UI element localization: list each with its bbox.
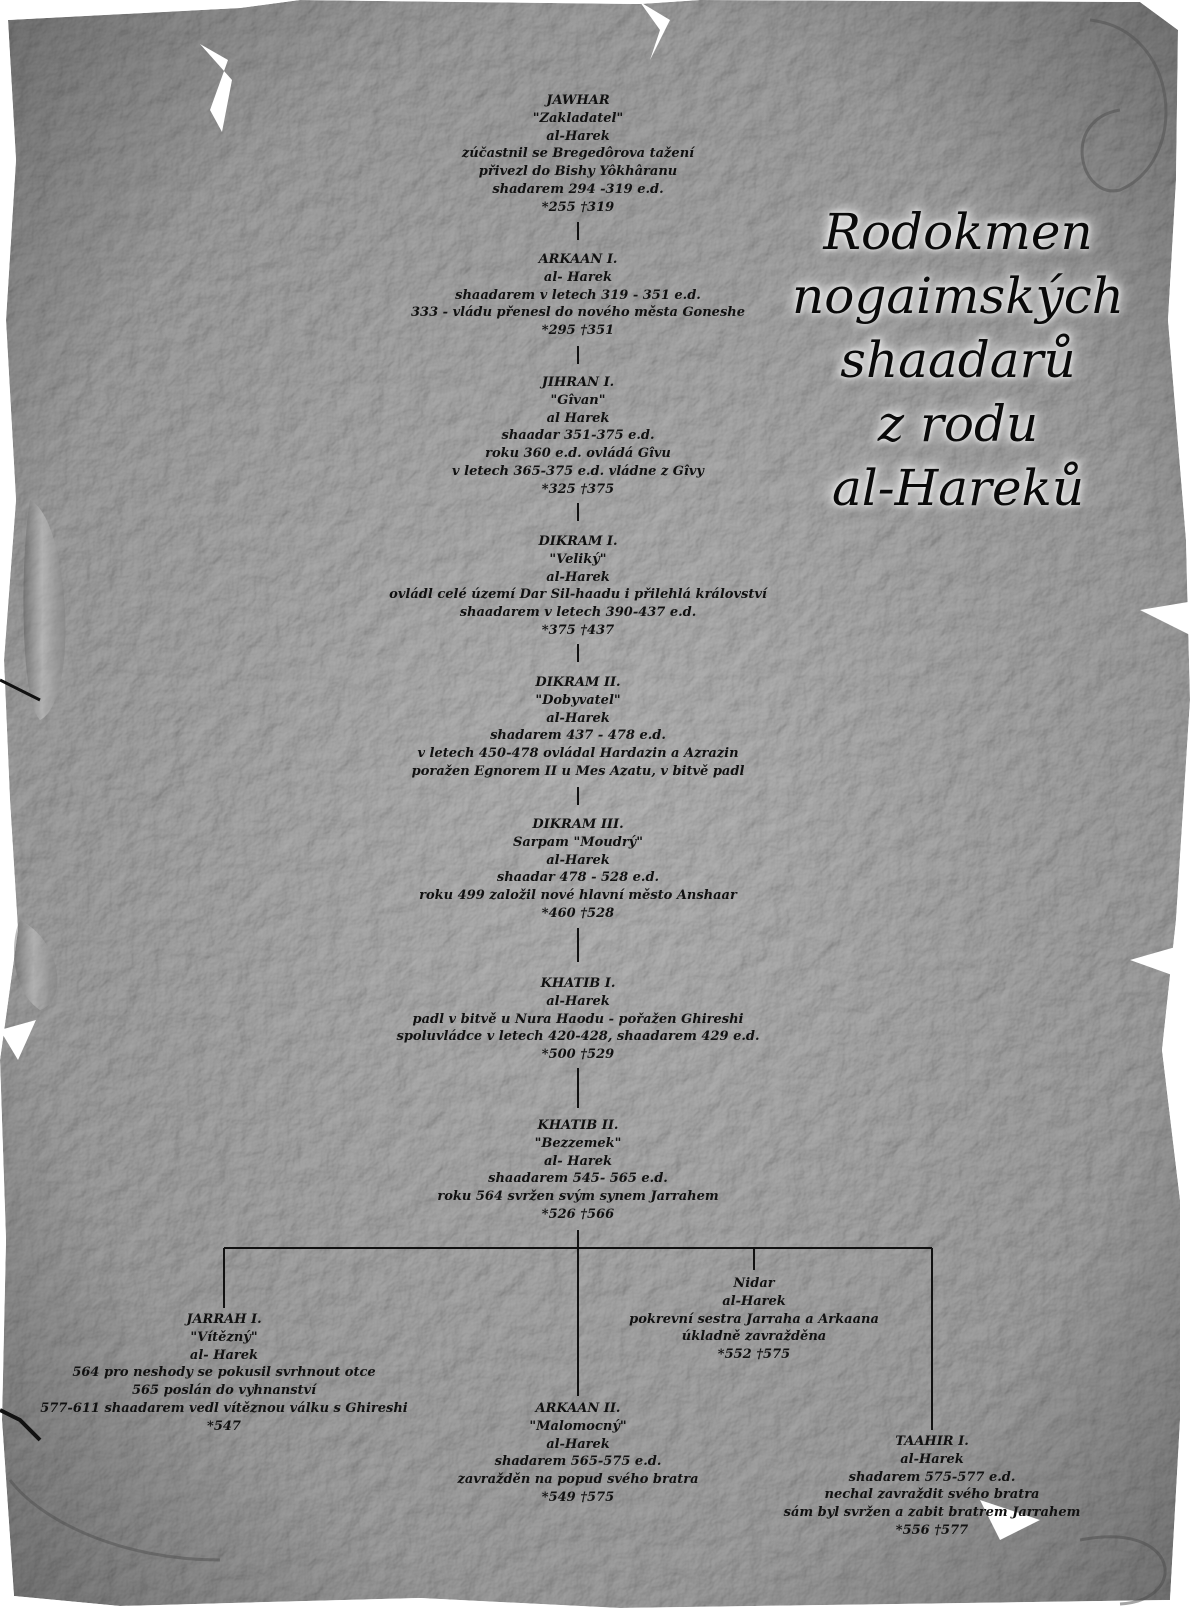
ruler-name: KHATIB I. [540, 976, 616, 991]
ruler-name: TAAHIR I. [895, 1434, 969, 1449]
ruler-arkaan1 [411, 251, 745, 340]
person-note: pokrevní sestra Jarraha a Arkaana [629, 1311, 879, 1327]
ruler-house: al-Harek [546, 1436, 610, 1452]
ruler-note: 564 pro neshody se pokusil svrhnout otce [72, 1365, 376, 1381]
genealogy-title [792, 200, 1124, 520]
ruler-arkaan2 [457, 1400, 698, 1507]
ruler-dikram3 [419, 816, 737, 923]
ruler-house: al-Harek [900, 1451, 964, 1467]
ruler-reign: spoluvládce v letech 420-428, shaadarem 429 e.d. [396, 1029, 760, 1045]
ruler-epithet: "Veliký" [549, 551, 607, 567]
ruler-name: JARRAH I. [186, 1312, 262, 1327]
ruler-note: přivezl do Bishy Yôkhâranu [478, 164, 678, 180]
ruler-dates: *325 †375 [541, 481, 615, 497]
ruler-epithet: "Zakladatel" [532, 110, 624, 126]
person-note: úkladně zavražděna [681, 1329, 827, 1345]
ruler-name: JAWHAR [546, 93, 610, 108]
ruler-jawhar [462, 92, 694, 217]
ruler-jihran1 [452, 374, 704, 499]
ruler-name: KHATIB II. [537, 1118, 619, 1133]
ruler-epithet: "Malomocný" [529, 1418, 627, 1434]
person-nidar [629, 1275, 879, 1364]
ruler-dates: *549 †575 [541, 1489, 615, 1505]
ruler-reign: shaadarem 545- 565 e.d. [488, 1171, 668, 1187]
ruler-epithet: "Vítězný" [190, 1329, 258, 1345]
ruler-note: roku 564 svržen svým synem Jarrahem [437, 1189, 719, 1205]
ruler-reign: shadarem 437 - 478 e.d. [490, 728, 666, 744]
ruler-dikram1 [389, 533, 767, 640]
ruler-name: DIKRAM I. [538, 534, 618, 549]
ruler-dates: *255 †319 [541, 199, 615, 215]
ruler-reign: shaadar 478 - 528 e.d. [496, 870, 660, 886]
ruler-dates: *375 †437 [541, 622, 615, 638]
ruler-reign: shadarem 575-577 e.d. [848, 1469, 1016, 1485]
title-line: al-Hareků [831, 459, 1085, 517]
ruler-note: roku 499 založil nové hlavní město Anshaar [419, 888, 737, 904]
ruler-epithet: "Dobyvatel" [535, 692, 621, 708]
ruler-dates: *295 †351 [541, 323, 615, 339]
person-name: Nidar [733, 1276, 775, 1291]
ruler-note: v letech 450-478 ovládal Hardazin a Azrazin [417, 746, 739, 762]
ruler-reign: shaadarem v letech 319 - 351 e.d. [455, 287, 701, 303]
ruler-epithet: "Gîvan" [550, 392, 606, 408]
ruler-house: al-Harek [546, 569, 610, 585]
title-line: nogaimských [792, 267, 1124, 325]
ruler-dates: *526 †566 [541, 1206, 615, 1222]
title-line: z rodu [877, 395, 1039, 453]
ruler-dates: *460 †528 [541, 905, 615, 921]
ruler-note: zúčastnil se Bregedôrova tažení [461, 146, 695, 162]
person-dates: *552 †575 [717, 1347, 791, 1363]
ruler-note: zavražděn na popud svého bratra [457, 1472, 699, 1488]
ruler-note: v letech 365-375 e.d. vládne z Gîvy [452, 463, 704, 479]
ruler-note: nechal zavraždit svého bratra [824, 1487, 1040, 1503]
title-line: Rodokmen [823, 203, 1093, 261]
ruler-khatib1 [397, 975, 760, 1064]
ruler-note: ovládl celé území Dar Sil-haadu i přilehlá království [389, 587, 767, 603]
ruler-jarrah1 [40, 1311, 407, 1436]
ruler-name: ARKAAN I. [538, 252, 618, 267]
ruler-note: roku 360 e.d. ovládá Gîvu [485, 446, 671, 462]
person-house: al-Harek [722, 1293, 786, 1309]
ruler-note: sám byl svržen a zabit bratrem Jarrahem [783, 1505, 1081, 1521]
ruler-dikram2 [412, 674, 745, 781]
ruler-name: DIKRAM III. [532, 817, 624, 832]
ruler-house: al- Harek [543, 269, 613, 285]
ruler-dates: *547 [207, 1418, 241, 1434]
ruler-house: al-Harek [546, 993, 610, 1009]
ruler-house: al-Harek [546, 128, 610, 144]
ruler-house: al- Harek [189, 1347, 259, 1363]
ruler-dates: *500 †529 [541, 1047, 615, 1063]
ruler-epithet: Sarpam "Moudrý" [512, 834, 643, 850]
ruler-house: al-Harek [546, 852, 610, 868]
ruler-reign: shadarem 294 -319 e.d. [492, 181, 664, 197]
ruler-khatib2 [437, 1117, 718, 1224]
ruler-name: JIHRAN I. [541, 375, 615, 390]
ruler-dates: *556 †577 [895, 1522, 969, 1538]
ruler-note: 565 poslán do vyhnanství [131, 1383, 317, 1399]
ruler-note: poražen Egnorem II u Mes Azatu, v bitvě padl [411, 763, 745, 779]
title-line: shaadarů [840, 331, 1076, 389]
ruler-reign: shaadar 351-375 e.d. [501, 428, 655, 444]
ruler-house: al Harek [546, 410, 610, 426]
ruler-name: DIKRAM II. [535, 675, 621, 690]
ruler-reign: 577-611 shaadarem vedl vítěznou válku s Ghireshi [40, 1400, 408, 1416]
ruler-taahir1 [784, 1433, 1081, 1540]
ruler-note: padl v bitvě u Nura Haodu - pořažen Ghireshi [412, 1011, 744, 1027]
ruler-house: al-Harek [546, 710, 610, 726]
ruler-reign: shaadarem v letech 390-437 e.d. [459, 605, 697, 621]
ruler-epithet: "Bezzemek" [534, 1135, 622, 1151]
ruler-house: al- Harek [543, 1153, 613, 1169]
ruler-name: ARKAAN II. [535, 1401, 621, 1416]
ruler-reign: shadarem 565-575 e.d. [494, 1454, 662, 1470]
ruler-note: 333 - vládu přenesl do nového města Goneshe [410, 305, 746, 321]
